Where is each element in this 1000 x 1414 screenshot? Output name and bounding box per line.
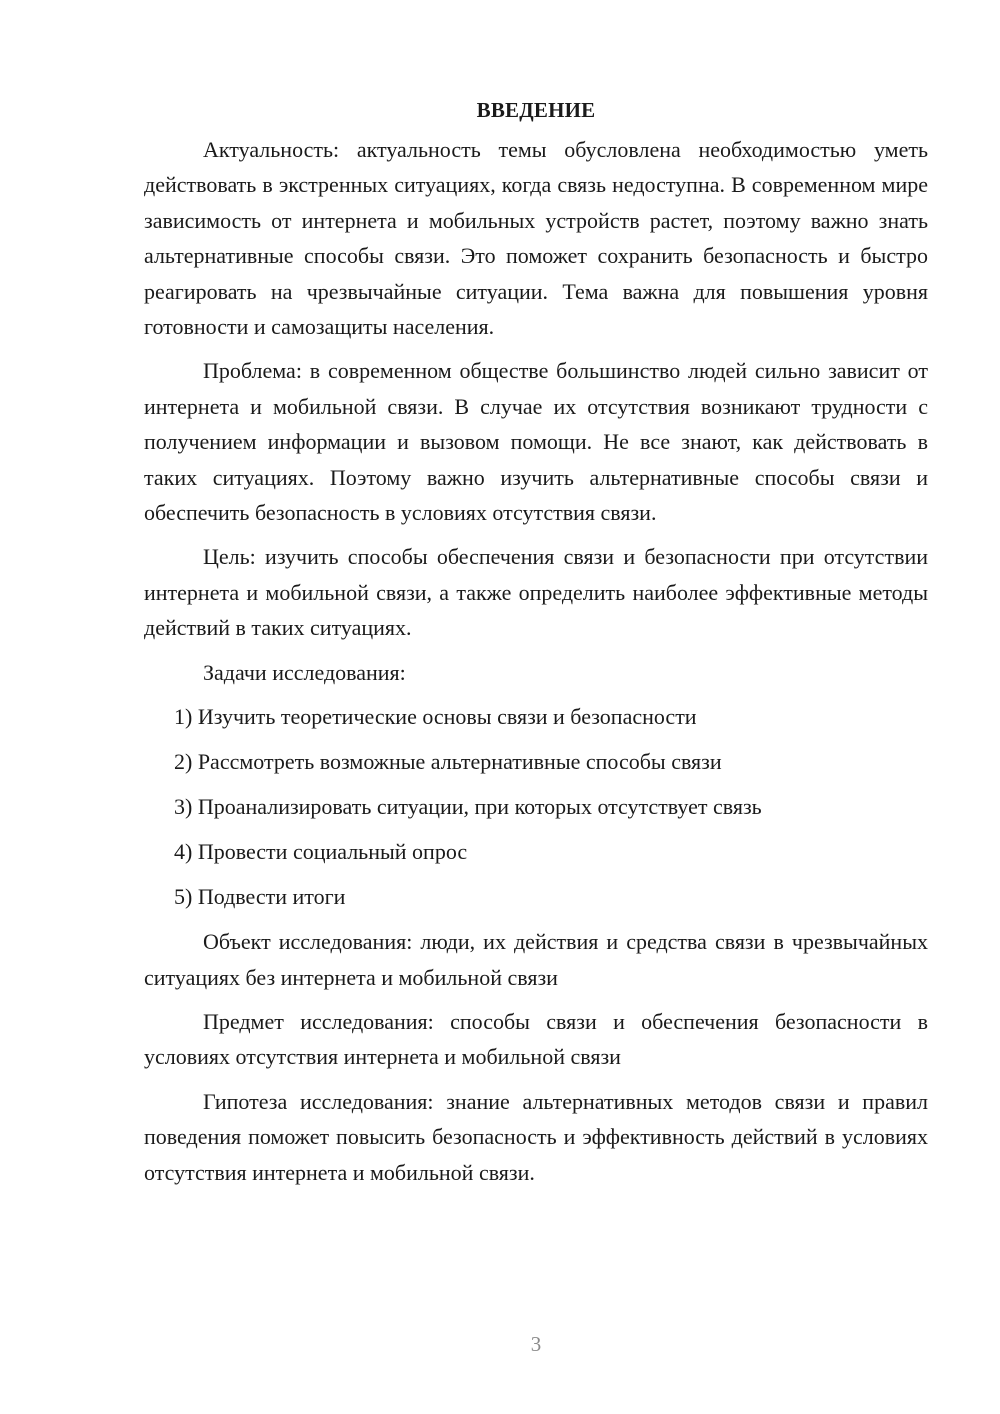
task-item: 3) Проанализировать ситуации, при которых отсутствует связь [174, 794, 762, 820]
tasks-title: Задачи исследования: [203, 659, 406, 685]
goal-paragraph: Цель: изучить способы обеспечения связи и безопасности при отсутствии интернета и мобильной связи, а также определить наиболее эффективные методы действий в таких ситуациях. [144, 544, 928, 641]
subject-paragraph: Предмет исследования: способы связи и обеспечения безопасности в условиях отсутствия интернета и мобильной связи [144, 1008, 928, 1070]
document-page [144, 92, 928, 1199]
task-item: 5) Подвести итоги [174, 884, 346, 910]
hypothesis-paragraph: Гипотеза исследования: знание альтернативных методов связи и правил поведения поможет повысить безопасность и эффективность действий в условиях отсутствия интернета и мобильной связи. [144, 1088, 928, 1185]
relevance-paragraph: Актуальность: актуальность темы обусловлена необходимостью уметь действовать в экстренных ситуациях, когда связь недоступна. В современном мире зависимость от интернета и мобильных устройств растет, поэтому важно знать альтернативные способы связи. Это поможет сохранить безопасность и быстро реагировать на чрезвычайные ситуации. Тема важна для повышения уровня готовности и самозащиты населения. [144, 137, 928, 340]
page-number: 3 [530, 1332, 542, 1356]
object-paragraph: Объект исследования: люди, их действия и средства связи в чрезвычайных ситуациях без интернета и мобильной связи [144, 929, 928, 990]
tasks-list [144, 699, 928, 914]
task-item: 2) Рассмотреть возможные альтернативные способы связи [174, 749, 722, 775]
section-heading: ВВЕДЕНИЕ [476, 98, 596, 122]
task-item: 4) Провести социальный опрос [174, 839, 468, 865]
problem-paragraph: Проблема: в современном обществе большинство людей сильно зависит от интернета и мобильной связи. В случае их отсутствия возникают трудности с получением информации и вызовом помощи. Не все знают, как действовать в таких ситуациях. Поэтому важно изучить альтернативные способы связи и обеспечить безопасность в условиях отсутствия связи. [144, 358, 928, 526]
task-item: 1) Изучить теоретические основы связи и безопасности [174, 704, 697, 730]
